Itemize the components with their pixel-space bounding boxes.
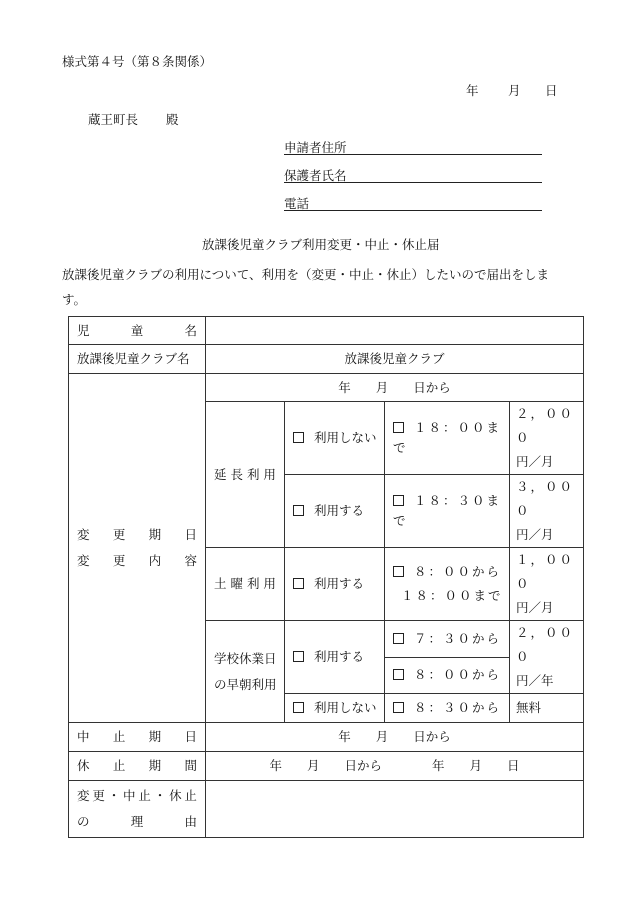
reason-label: 変 更 ・ 中 止 ・ 休 止 の 理 由 xyxy=(69,781,206,838)
intro-text-line2: す。 xyxy=(62,292,87,307)
applicant-address-line[interactable] xyxy=(284,154,542,155)
early-fee: ２，０００ 円／年 xyxy=(510,621,584,694)
saturday-label: 土 曜 利 用 xyxy=(206,548,285,621)
intro-text-line1: 放課後児童クラブの利用について、利用を（変更・中止・休止）したいので届出をしま xyxy=(62,267,550,282)
checkbox-icon[interactable] xyxy=(293,578,304,589)
form-title: 放課後児童クラブ利用変更・中止・休止届 xyxy=(202,237,440,252)
club-name-label: 放課後児童クラブ名 xyxy=(69,345,206,374)
checkbox-icon[interactable] xyxy=(393,495,404,506)
date-month-label: 月 xyxy=(508,83,521,98)
checkbox-icon[interactable] xyxy=(293,432,304,443)
extended-time-1830[interactable]: １８：００まで xyxy=(385,402,510,475)
early-time-0730[interactable]: ７：３０から xyxy=(385,621,510,658)
addressee-honorific: 殿 xyxy=(166,112,179,127)
checkbox-icon[interactable] xyxy=(393,702,404,713)
extended-option-nouse[interactable]: 利用しない xyxy=(285,402,385,475)
saturday-fee: １，０００ 円／月 xyxy=(510,548,584,621)
checkbox-icon[interactable] xyxy=(393,566,404,577)
extended-time-1830b[interactable]: １８：３０まで xyxy=(385,475,510,548)
checkbox-icon[interactable] xyxy=(393,669,404,680)
pause-period-field[interactable]: 年 月 日から 年 月 日 xyxy=(206,752,584,781)
date-year-label: 年 xyxy=(466,83,479,98)
checkbox-icon[interactable] xyxy=(393,422,404,433)
early-use-option[interactable]: 利用する xyxy=(285,621,385,694)
extended-fee-use: ３，０００ 円／月 xyxy=(510,475,584,548)
club-name-value[interactable]: 放課後児童クラブ xyxy=(206,345,584,374)
phone-label: 電話 xyxy=(284,196,310,211)
early-nouse-fee: 無料 xyxy=(510,694,584,723)
early-nouse-option[interactable]: 利用しない xyxy=(285,694,385,723)
early-label: 学校休業日 の早朝利用 xyxy=(206,621,285,723)
date-day-label: 日 xyxy=(545,83,558,98)
guardian-name-label: 保護者氏名 xyxy=(284,168,347,183)
reason-field[interactable] xyxy=(206,781,584,838)
extended-option-use[interactable]: 利用する xyxy=(285,475,385,548)
saturday-option[interactable]: 利用する xyxy=(285,548,385,621)
extended-fee-nouse: ２，０００ 円／月 xyxy=(510,402,584,475)
applicant-address-label: 申請者住所 xyxy=(284,140,347,155)
child-name-label: 児 童 名 xyxy=(69,317,206,345)
change-date-field[interactable]: 年 月 日から xyxy=(206,374,584,402)
checkbox-icon[interactable] xyxy=(293,505,304,516)
pause-period-label: 休 止 期 間 xyxy=(69,752,206,781)
checkbox-icon[interactable] xyxy=(293,651,304,662)
phone-line[interactable] xyxy=(284,210,542,211)
early-nouse-time[interactable]: ８：３０から xyxy=(385,694,510,723)
guardian-name-line[interactable] xyxy=(284,182,542,183)
stop-date-label: 中 止 期 日 xyxy=(69,723,206,752)
form-number: 様式第４号（第８条関係） xyxy=(62,54,213,69)
stop-date-field[interactable]: 年 月 日から xyxy=(206,723,584,752)
early-time-0800[interactable]: ８：００から xyxy=(385,657,510,694)
application-table xyxy=(68,316,584,838)
checkbox-icon[interactable] xyxy=(293,702,304,713)
checkbox-icon[interactable] xyxy=(393,633,404,644)
addressee-name: 蔵王町長 xyxy=(88,112,139,127)
child-name-field[interactable] xyxy=(206,317,584,345)
saturday-time[interactable]: ８：００から １８：００まで xyxy=(385,548,510,621)
change-label-cell: 変 更 期 日 変 更 内 容 xyxy=(69,374,206,723)
extended-label: 延 長 利 用 xyxy=(206,402,285,548)
